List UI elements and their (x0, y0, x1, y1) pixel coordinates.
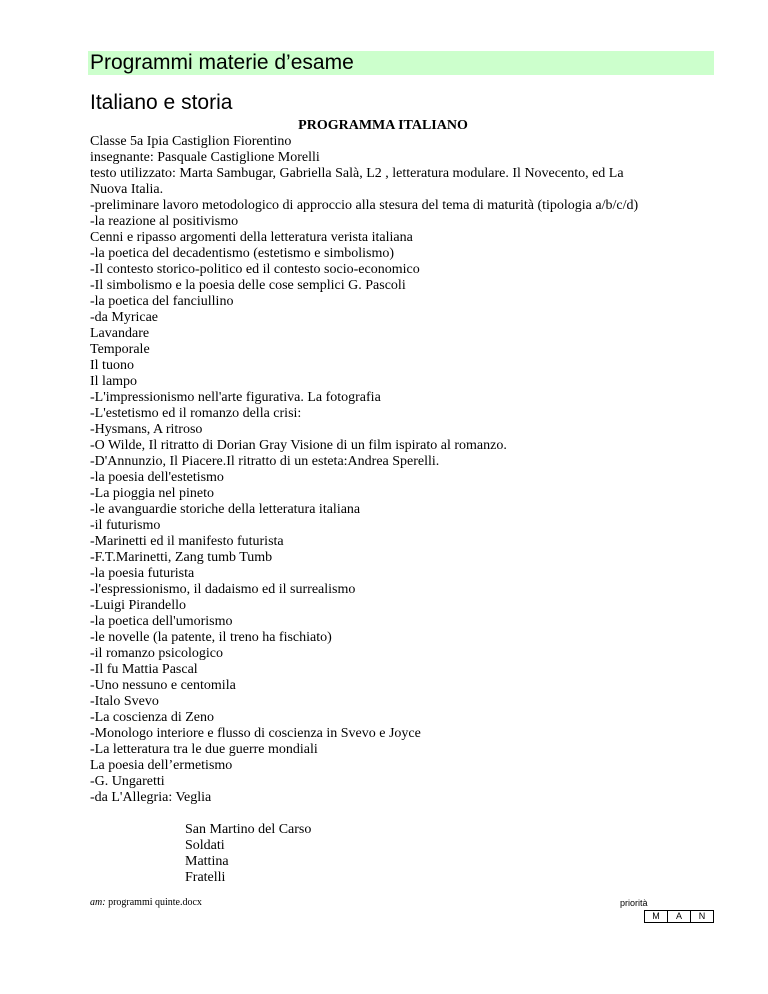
poem-list (185, 822, 311, 886)
program-line: -La letteratura tra le due guerre mondiali (90, 742, 318, 757)
program-line: -il futurismo (90, 518, 161, 533)
footer-filename (90, 897, 202, 909)
poem-item: Fratelli (185, 870, 226, 885)
program-line: -le avanguardie storiche della letteratura italiana (90, 502, 361, 517)
program-line: Il tuono (90, 358, 134, 373)
program-line: -D'Annunzio, Il Piacere.Il ritratto di un esteta:Andrea Sperelli. (90, 454, 440, 469)
priority-cell: N (691, 910, 714, 923)
priority-box (620, 898, 715, 923)
poem-item: Soldati (185, 838, 225, 853)
priority-cell: A (668, 910, 691, 923)
program-body (90, 134, 720, 806)
program-line: -la poesia dell'estetismo (90, 470, 224, 485)
program-line: -F.T.Marinetti, Zang tumb Tumb (90, 550, 273, 565)
program-line: -La pioggia nel pineto (90, 486, 215, 501)
priority-label: priorità (620, 898, 648, 908)
program-line: testo utilizzato: Marta Sambugar, Gabriella Salà, L2 , letteratura modulare. Il Novecento, ed La (90, 166, 624, 181)
program-line: -Il simbolismo e la poesia delle cose semplici G. Pascoli (90, 278, 406, 293)
program-line: -Luigi Pirandello (90, 598, 187, 613)
program-line: -Il fu Mattia Pascal (90, 662, 198, 677)
program-line: Temporale (90, 342, 150, 357)
program-line: -La coscienza di Zeno (90, 710, 214, 725)
program-line: -Hysmans, A ritroso (90, 422, 203, 437)
program-line: -la reazione al positivismo (90, 214, 239, 229)
program-line: Cenni e ripasso argomenti della letteratura verista italiana (90, 230, 413, 245)
program-line: -da Myricae (90, 310, 159, 325)
page-heading: Programmi materie d’esame (88, 51, 714, 75)
program-line: -da L'Allegria: Veglia (90, 790, 212, 805)
program-line: -il romanzo psicologico (90, 646, 223, 661)
program-line: -la poetica del fanciullino (90, 294, 234, 309)
program-line: -Marinetti ed il manifesto futurista (90, 534, 284, 549)
footer-file: programmi quinte.docx (108, 897, 202, 908)
program-line: -Uno nessuno e centomila (90, 678, 236, 693)
program-line: -G. Ungaretti (90, 774, 165, 789)
program-line: -la poesia futurista (90, 566, 195, 581)
priority-cell: M (644, 910, 668, 923)
program-line: -la poetica del decadentismo (estetismo e simbolismo) (90, 246, 395, 261)
program-line: -l'espressionismo, il dadaismo ed il surrealismo (90, 582, 356, 597)
program-line: Lavandare (90, 326, 150, 341)
poem-item: Mattina (185, 854, 229, 869)
program-title: PROGRAMMA ITALIANO (298, 118, 468, 133)
section-heading: Italiano e storia (90, 91, 233, 114)
priority-cells (644, 910, 715, 923)
program-line: -L'impressionismo nell'arte figurativa. La fotografia (90, 390, 381, 405)
program-line: insegnante: Pasquale Castiglione Morelli (90, 150, 320, 165)
program-line: Nuova Italia. (90, 182, 164, 197)
footer-label: am: (90, 897, 106, 908)
program-line: -preliminare lavoro metodologico di approccio alla stesura del tema di maturità (tipologia a/b/c/d) (90, 198, 639, 213)
program-line: -la poetica dell'umorismo (90, 614, 233, 629)
program-line: -Italo Svevo (90, 694, 159, 709)
program-line: Il lampo (90, 374, 138, 389)
program-line: -Monologo interiore e flusso di coscienza in Svevo e Joyce (90, 726, 421, 741)
program-line: -le novelle (la patente, il treno ha fischiato) (90, 630, 332, 645)
program-line: -Il contesto storico-politico ed il contesto socio-economico (90, 262, 420, 277)
program-line: La poesia dell’ermetismo (90, 758, 233, 773)
program-line: -O Wilde, Il ritratto di Dorian Gray Visione di un film ispirato al romanzo. (90, 438, 507, 453)
program-line: -L'estetismo ed il romanzo della crisi: (90, 406, 302, 421)
poem-item: San Martino del Carso (185, 822, 312, 837)
program-line: Classe 5a Ipia Castiglion Fiorentino (90, 134, 292, 149)
